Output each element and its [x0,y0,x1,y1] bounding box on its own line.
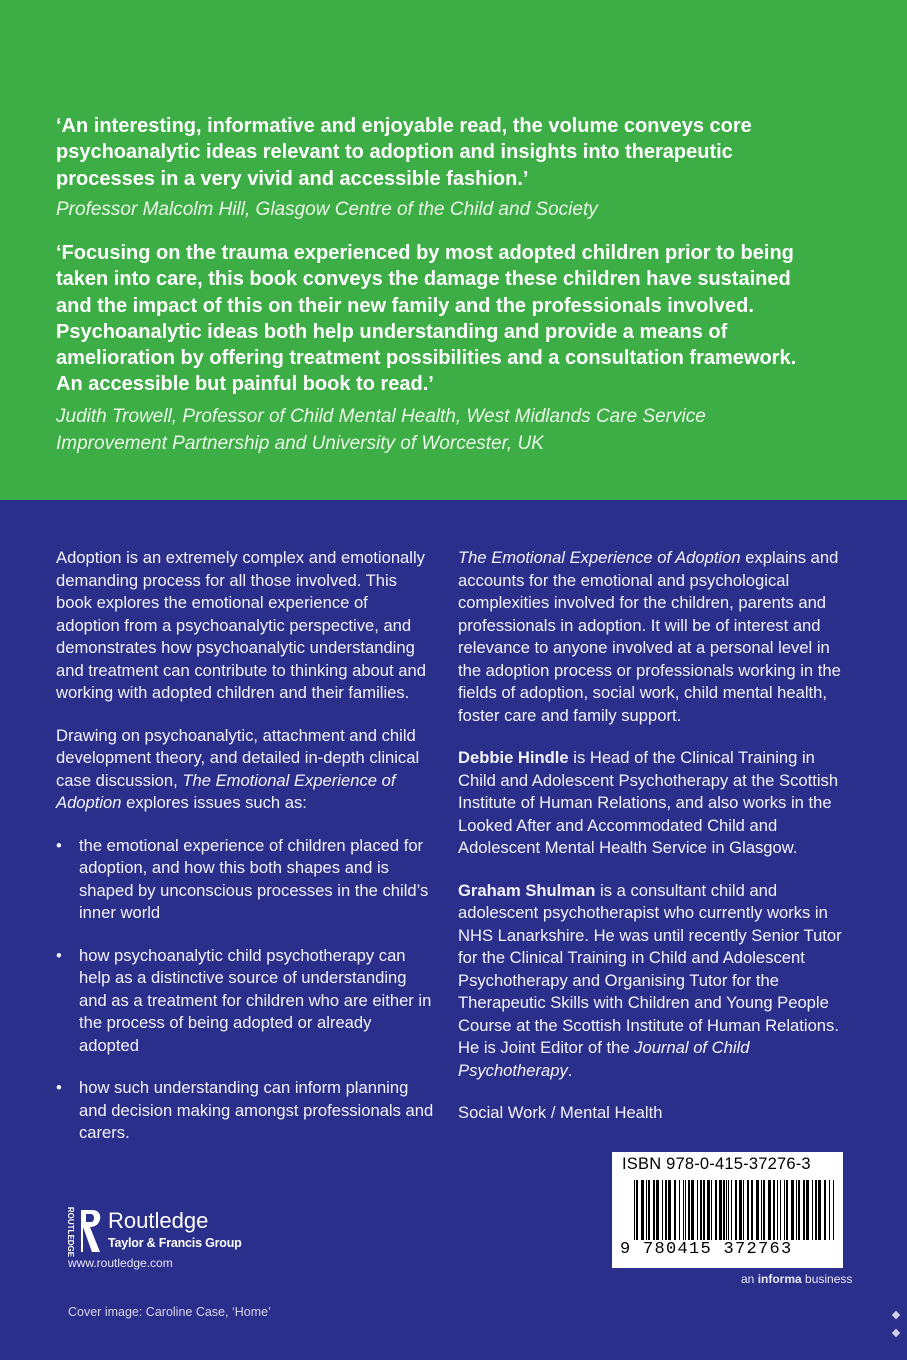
intro-paragraph: Adoption is an extremely complex and emotionally demanding process for all those involved. This book explores the emotional experience of adoption from a psychoanalytic perspective, and demonstrates how psychoanalytic understanding and treatment can contribute to thinking about and working with adopted children and their families. [56,548,426,702]
barcode-bar [719,1180,722,1240]
quote-hill [56,113,856,192]
barcode-bar [806,1180,809,1240]
quote-line: processes in a very vivid and accessible fashion.’ [56,167,529,190]
quote-line: ‘An interesting, informative and enjoyable read, the volume conveys core [56,115,752,137]
barcode-bar [726,1180,727,1240]
barcode-digits: 9 780415 372763 [620,1240,793,1259]
routledge-vertical-logo [56,1206,75,1258]
quote-line: An accessible but painful book to read.’ [56,373,434,396]
left-column [56,547,436,1145]
barcode-bar [683,1180,684,1240]
quote-line: psychoanalytic ideas relevant to adoption and insights into therapeutic [56,141,733,164]
barcode-bar [803,1180,805,1240]
routledge-r-icon [78,1208,104,1254]
barcode-bar [728,1180,729,1240]
barcode-bar [715,1180,717,1240]
quote-line: and the impact of this on their new family and the professionals involved. [56,294,754,317]
barcode-bar [824,1180,826,1240]
issues-list [56,835,436,1145]
barcode-bar [735,1180,737,1240]
text: business [801,1272,853,1286]
text: is Head of the Clinical Training in Child and Adolescent Psychotherapy at the Scottish Institute of Human Relations, and also works in the Looked After and Accommodated Child and Adolescent Mental Health Service in Glasgow. [458,748,839,857]
barcode-bar [700,1180,702,1240]
barcode-bar [691,1180,694,1240]
attribution-line: Professor Malcolm Hill, Glasgow Centre of the Child and Society [56,199,598,220]
barcode-bar [833,1180,834,1240]
barcode-bar [674,1180,676,1240]
barcode-bar [697,1180,698,1240]
attribution-line: Improvement Partnership and University of Worcester, UK [56,433,544,454]
barcode-bar [634,1180,635,1240]
book-title: The Emotional Experience of Adoption [458,548,741,567]
barcode-bar [798,1180,800,1240]
barcode-bar [656,1180,659,1240]
vertical-logo-text: ROUTLEDGE [66,1206,75,1258]
edge-mark [892,1329,900,1337]
informa-brand: informa [757,1272,802,1286]
barcode-bar [646,1180,647,1240]
barcode-bar [648,1180,650,1240]
text: explores issues such as: [121,793,307,812]
barcode-bar [784,1180,785,1240]
barcode-bar [662,1180,663,1240]
edge-marks [893,1290,901,1360]
barcode-bar [751,1180,753,1240]
barcode-bar [743,1180,744,1240]
attribution-line: Judith Trowell, Professor of Child Mental Health, West Midlands Care Service [56,406,706,427]
edge-mark [892,1311,900,1319]
barcode-bar [791,1180,794,1240]
quote-line: amelioration by offering treatment possibilities and a consultation framework. [56,347,797,370]
cover-credit: Cover image: Caroline Case, ‘Home’ [68,1305,271,1319]
barcode-bar [768,1180,771,1240]
list-item: • how psychoanalytic child psychotherapy can help as a distinctive source of understanding and as a treatment for children who are either in the process of being adopted or already adopted [56,945,436,1058]
barcode-bar [739,1180,742,1240]
barcode-bar [707,1180,710,1240]
list-item: • how such understanding can inform planning and decision making amongst professionals and carers. [56,1077,436,1145]
barcode-bar [796,1180,797,1240]
informa-tagline [741,1272,852,1286]
author-bio-hindle [458,747,843,860]
barcode-bar [818,1180,821,1240]
quote-hill-attribution [56,196,856,223]
list-item: • the emotional experience of children placed for adoption, and how this both shapes and is shaped by unconscious processes in the child’s inner world [56,835,436,925]
issues-intro-paragraph [56,725,436,815]
author-name: Debbie Hindle [458,748,569,767]
text: is a consultant child and adolescent psychotherapist who currently works in NHS Lanarkshire. He was until recently Senior Tutor for the Clinical Training in Child and Adolescent Psychotherapy and Organising Tutor for the Therapeutic Skills with Children and Young People Course at the Scottish Institute of Human Relations. He is Joint Editor of the [458,880,842,1057]
barcode-bar [723,1180,725,1240]
barcode-bar [780,1180,781,1240]
barcode-bar [786,1180,788,1240]
journal-title: Journal of Child Psychotherapy [458,1038,750,1080]
barcode-bar [668,1180,671,1240]
text: . [567,1060,573,1080]
quote-line: ‘Focusing on the trauma experienced by most adopted children prior to being [56,242,794,264]
publisher-group: Taylor & Francis Group [108,1236,242,1250]
barcode-bar [747,1180,749,1240]
barcode-bar [653,1180,655,1240]
barcode [612,1152,843,1268]
barcode-bar [636,1180,638,1240]
barcode-bar [679,1180,680,1240]
barcode-bar [777,1180,778,1240]
barcode-bar [711,1180,712,1240]
book-description [458,547,843,727]
subject-category: Social Work / Mental Health [458,1103,663,1122]
right-column [458,547,843,1125]
barcode-bar [685,1180,686,1240]
text: explains and accounts for the emotional and psychological complexities involved for the children, parents and professionals in adoption. It will be of interest and relevance to anyone involved at a personal level in the adoption process or professionals working in the fields of adoption, social work, child mental health, foster care and family support. [458,548,841,725]
quote-trowell [56,240,856,398]
barcode-bar [829,1180,830,1240]
quote-trowell-attribution [56,403,856,457]
text: Drawing on psychoanalytic, attachment and child development theory, and detailed in-depth clinical case discussion, [56,725,420,790]
author-bio-shulman [458,880,843,1083]
author-name: Graham Shulman [458,880,596,900]
barcode-bar [815,1180,817,1240]
barcode-bar [665,1180,667,1240]
barcode-bar [641,1180,644,1240]
publisher-url[interactable]: www.routledge.com [68,1256,173,1270]
publisher-name: Routledge [108,1208,209,1233]
barcode-bar [812,1180,813,1240]
barcode-bar [731,1180,732,1240]
barcode-bar [773,1180,775,1240]
barcode-bar [703,1180,705,1240]
barcode-bar [756,1180,759,1240]
quote-line: taken into care, this book conveys the damage these children have sustained [56,268,791,291]
quote-line: Psychoanalytic ideas both help understanding and provide a means of [56,320,728,343]
barcode-bar [761,1180,762,1240]
book-title: The Emotional Experience of Adoption [56,770,396,812]
isbn-label: ISBN 978-0-415-37276-3 [622,1155,811,1173]
barcode-bar [763,1180,765,1240]
barcode-bar [688,1180,690,1240]
text: an [741,1272,758,1286]
